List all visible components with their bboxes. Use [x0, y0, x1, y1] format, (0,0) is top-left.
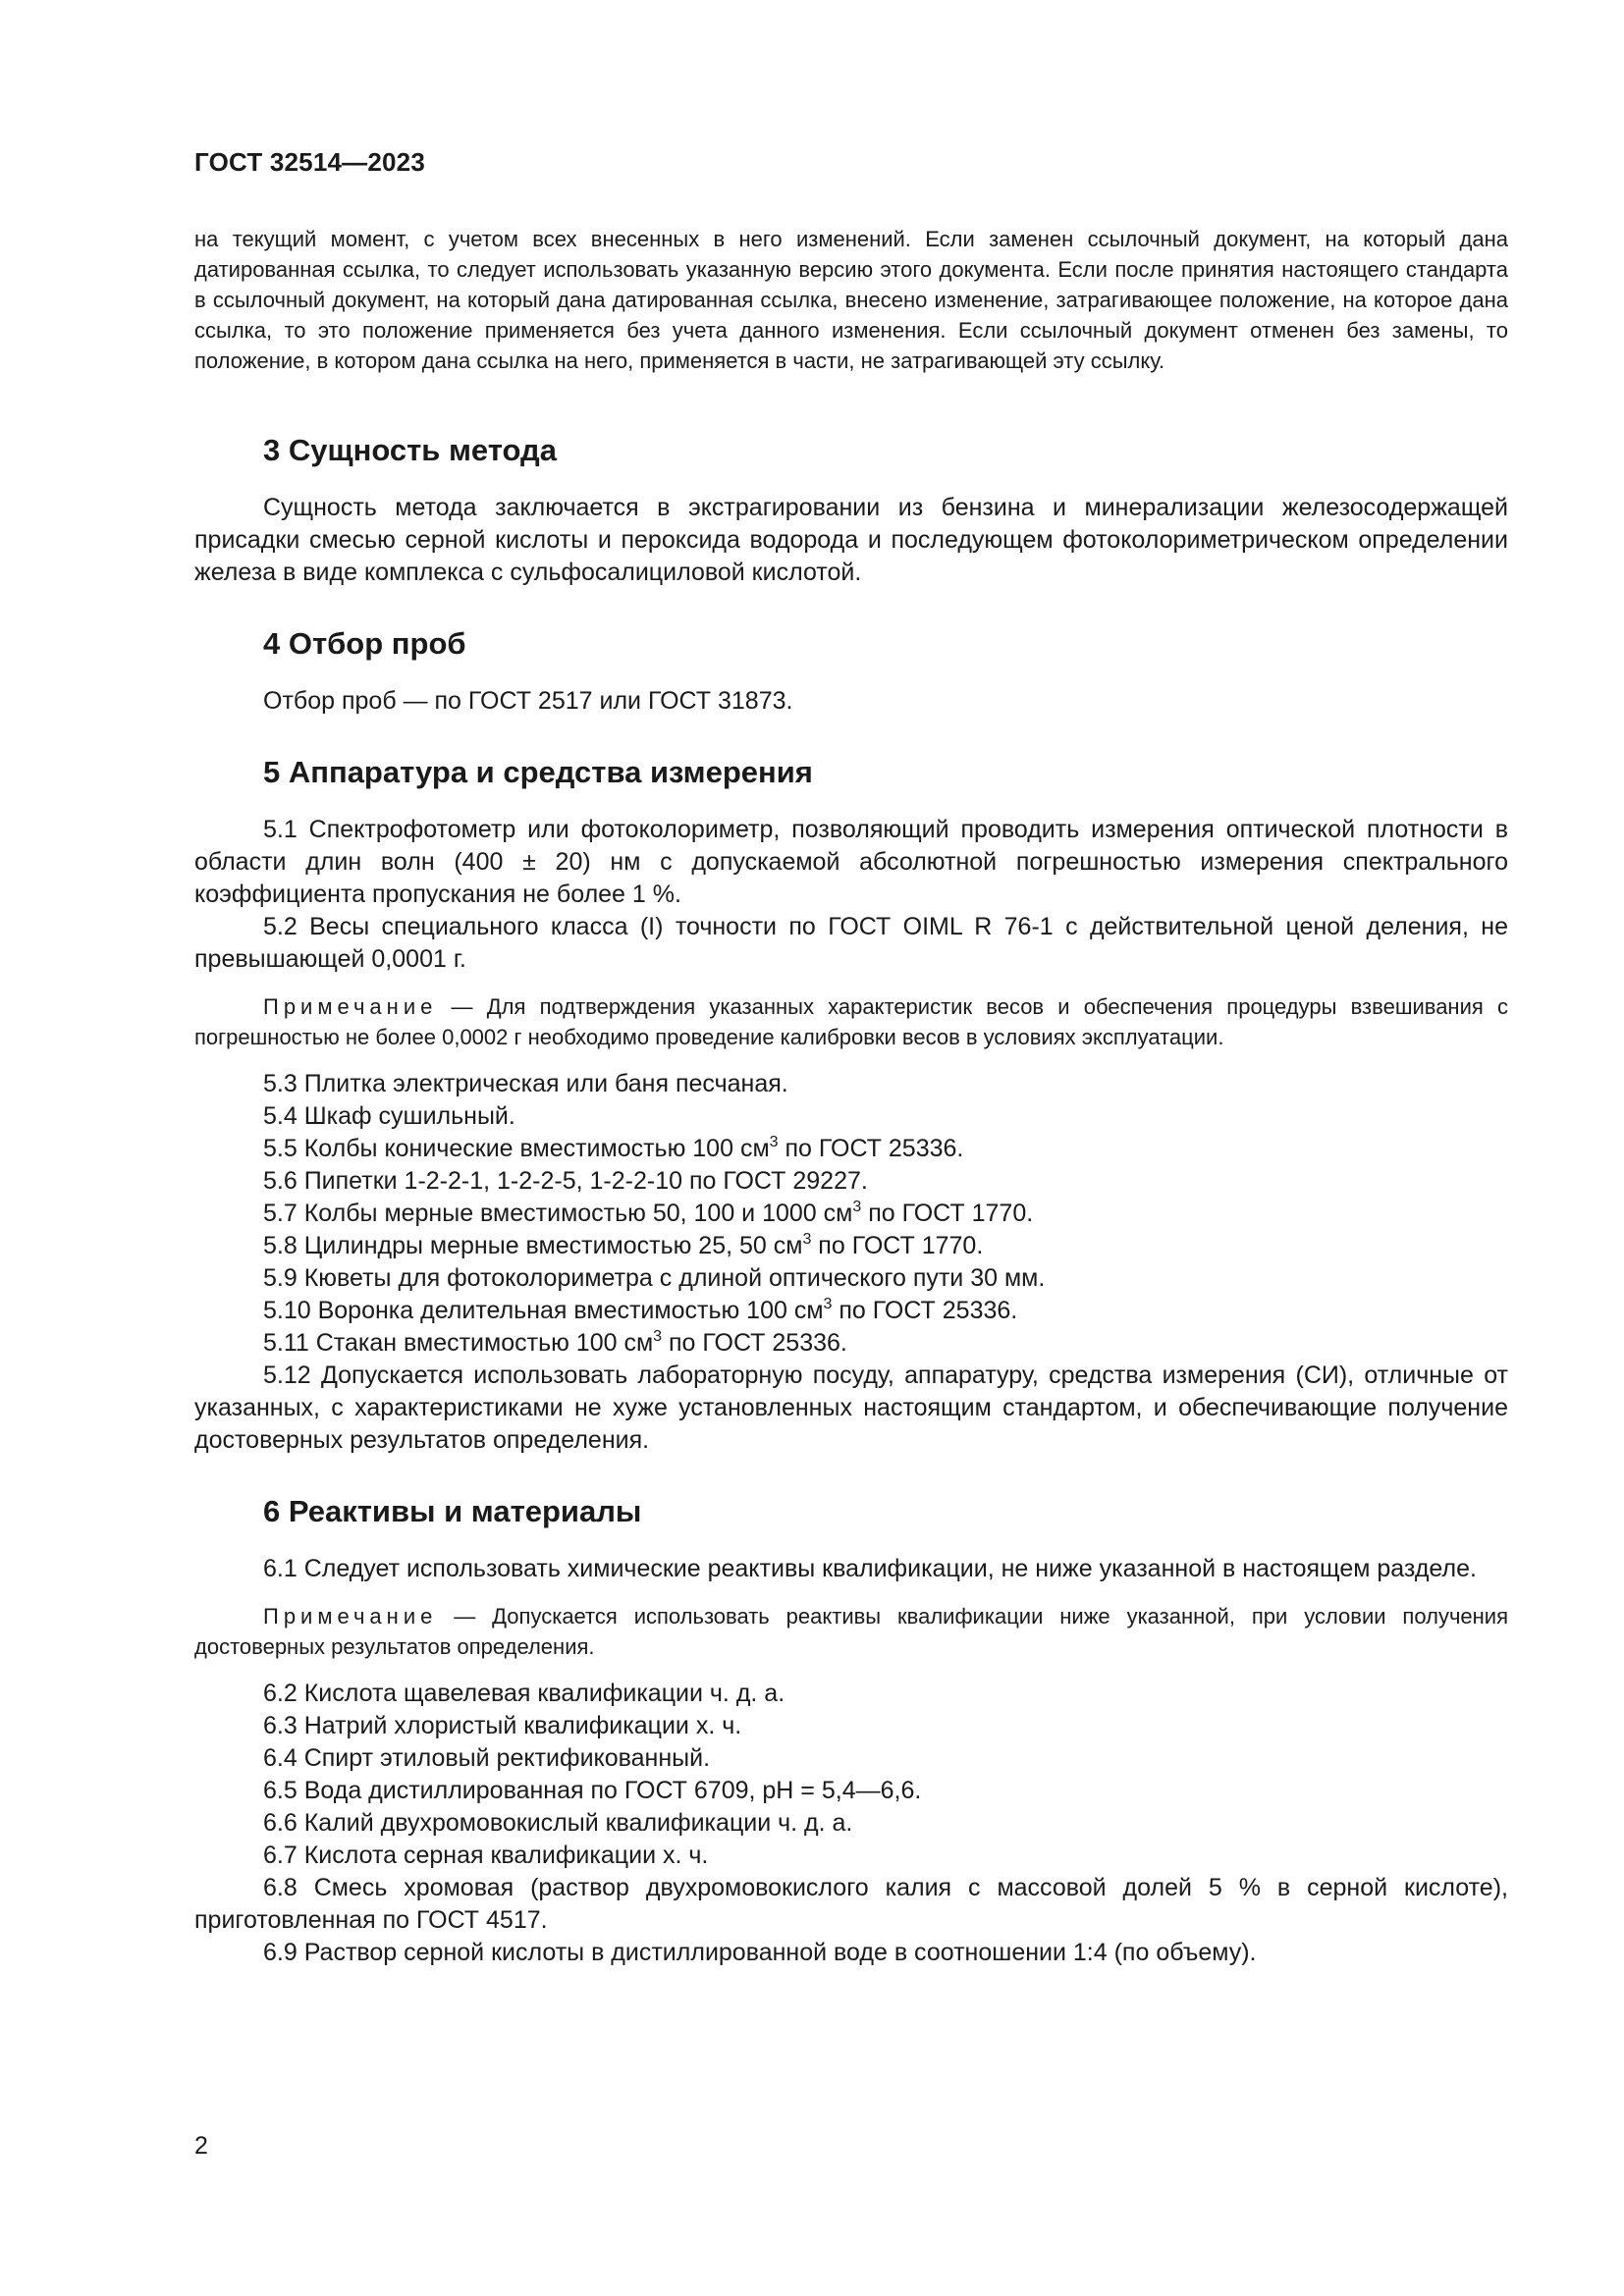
note-text: — Для подтверждения указанных характеристик весов и обеспечения процедуры взвешивания с погрешностью не более 0,0002 г необходимо проведение калибровки весов в условиях эксплуатации. — [194, 994, 1508, 1049]
section-3-body: Сущность метода заключается в экстрагировании из бензина и минерализации железосодержащей присадки смесью серной кислоты и пероксида водорода и последующем фотоколориметрическом определении железа в виде комплекса с сульфосалициловой кислотой. — [194, 494, 1508, 586]
section-5-note — [194, 991, 1508, 1052]
clause-6-9: 6.9 Раствор серной кислоты в дистиллированной воде в соотношении 1:4 (по объему). — [263, 1939, 1257, 1966]
clause-5-8: 5.8 Цилиндры мерные вместимостью 25, 50 $см^3$ по ГОСТ 1770. — [263, 1231, 984, 1259]
clause-5-11: 5.11 Стакан вместимостью 100 $см^3$ по ГОСТ 25336. — [263, 1328, 847, 1357]
note-text: — Допускается использовать реактивы квалификации ниже указанной, при условии получения достоверных результатов определения. — [194, 1604, 1508, 1659]
clause-5-4: 5.4 Шкаф сушильный. — [263, 1102, 515, 1130]
clause-6-6: 6.6 Калий двухромовокислый квалификации ч. д. а. — [263, 1809, 853, 1837]
section-6-title: 6 Реактивы и материалы — [263, 1494, 642, 1528]
clause-5-5: 5.5 Колбы конические вместимостью 100 $см^3$ по ГОСТ 25336. — [263, 1134, 964, 1162]
clause-6-7: 6.7 Кислота серная квалификации х. ч. — [263, 1842, 709, 1869]
clause-6-5: 6.5 Вода дистиллированная по ГОСТ 6709, pH = 5,4—6,6. — [263, 1777, 922, 1804]
clause-6-1: 6.1 Следует использовать химические реактивы квалификации, не ниже указанной в настоящем разделе. — [263, 1555, 1477, 1582]
clause-5-3: 5.3 Плитка электрическая или баня песчаная. — [263, 1070, 788, 1097]
page-number: 2 — [194, 2132, 208, 2160]
clause-5-10: 5.10 Воронка делительная вместимостью 100 $см^3$ по ГОСТ 25336. — [263, 1296, 1018, 1324]
section-4-title: 4 Отбор проб — [263, 626, 466, 661]
clause-6-2: 6.2 Кислота щавелевая квалификации ч. д. а. — [263, 1680, 785, 1707]
section-4-body: Отбор проб — по ГОСТ 2517 или ГОСТ 31873. — [263, 687, 793, 715]
intro-paragraph: на текущий момент, с учетом всех внесенных в него изменений. Если заменен ссылочный документ, на который дана датированная ссылка, то следует использовать указанную версию этого документа. Если после принятия настоящего стандарта в ссылочный документ, на который дана датированная ссылка, внесено изменение, затрагивающее положение, на которое дана ссылка, то это положение применяется без учета данного изменения. Если ссылочный документ отменен без замены, то положение, в котором дана ссылка на него, применяется в части, не затрагивающей эту ссылку. — [194, 227, 1508, 373]
page-content — [194, 224, 1508, 1969]
clause-5-2: 5.2 Весы специального класса (I) точности по ГОСТ OIML R 76-1 с действительной ценой деления, не превышающей 0,0001 г. — [194, 913, 1508, 973]
section-5-title: 5 Аппаратура и средства измерения — [263, 755, 813, 789]
clause-6-4: 6.4 Спирт этиловый ректификованный. — [263, 1744, 711, 1772]
clause-5-7: 5.7 Колбы мерные вместимостью 50, 100 и 1000 $см^3$ по ГОСТ 1770. — [263, 1199, 1034, 1227]
clause-5-12: 5.12 Допускается использовать лабораторную посуду, аппаратуру, средства измерения (СИ), отличные от указанных, с характеристиками не хуже установленных настоящим стандартом, и обеспечивающие получение достоверных результатов определения. — [194, 1362, 1508, 1454]
clause-6-3: 6.3 Натрий хлористый квалификации х. ч. — [263, 1712, 742, 1739]
section-6-note — [194, 1601, 1508, 1662]
clause-5-9: 5.9 Кюветы для фотоколориметра с длиной оптического пути 30 мм. — [263, 1264, 1046, 1292]
clause-5-6: 5.6 Пипетки 1-2-2-1, 1-2-2-5, 1-2-2-10 по ГОСТ 29227. — [263, 1167, 868, 1195]
clause-5-1: 5.1 Спектрофотометр или фотоколориметр, позволяющий проводить измерения оптической плотности в области длин волн (400 ± 20) нм с допускаемой абсолютной погрешностью измерения спектрального коэффициента пропускания не более 1 %. — [194, 816, 1508, 908]
note-label: Примечание — [263, 994, 438, 1019]
note-label: Примечание — [263, 1604, 438, 1629]
section-3-title: 3 Сущность метода — [263, 433, 557, 467]
document-code-header: ГОСТ 32514—2023 — [194, 147, 425, 177]
clause-6-8: 6.8 Смесь хромовая (раствор двухромовокислого калия с массовой долей 5 % в серной кислоте), приготовленная по ГОСТ 4517. — [194, 1874, 1508, 1934]
